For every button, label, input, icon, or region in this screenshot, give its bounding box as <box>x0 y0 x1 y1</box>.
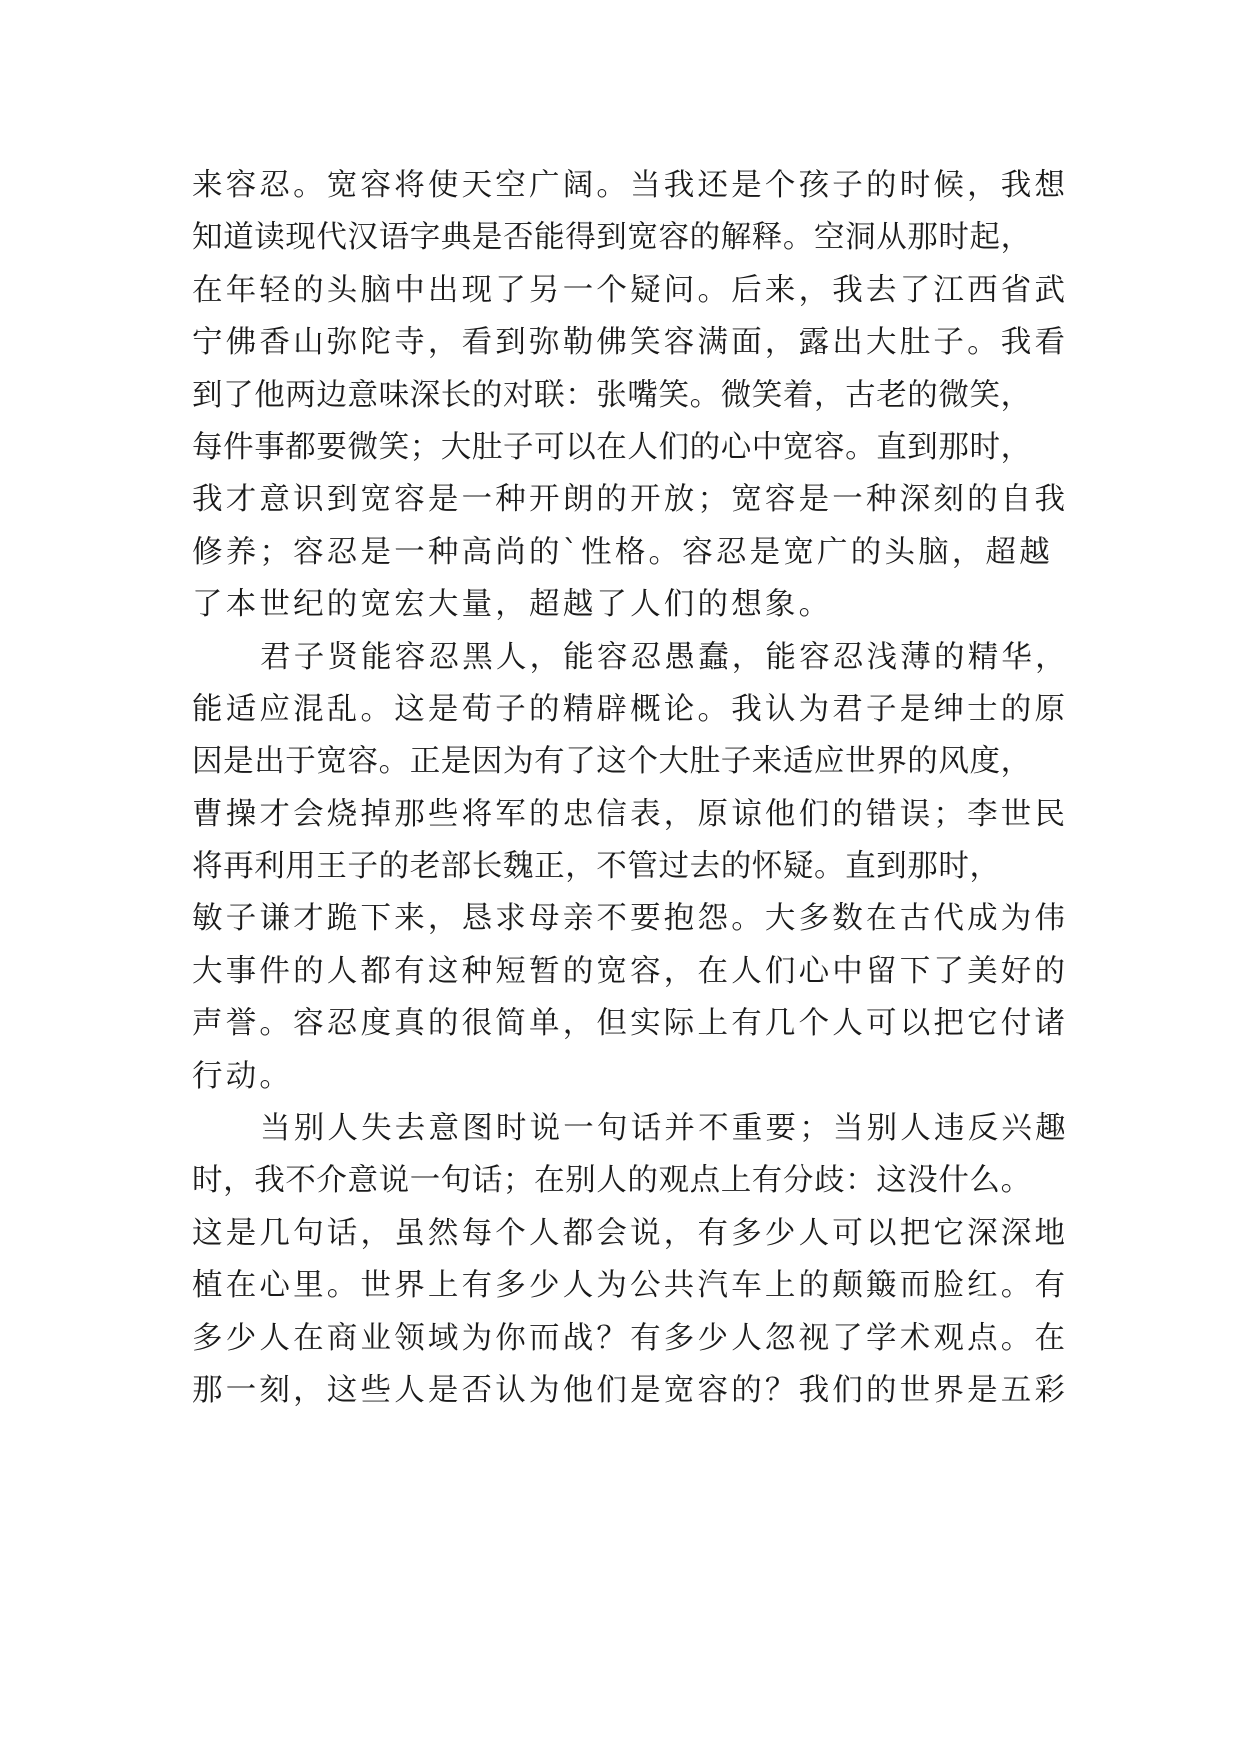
text-line: 在年轻的头脑中出现了另一个疑问。后来，我去了江西省武 <box>192 272 1069 308</box>
text-line: 因是出于宽容。正是因为有了这个大肚子来适应世界的风度， <box>192 744 1032 780</box>
text-line: 将再利用王子的老部长魏正，不管过去的怀疑。直到那时， <box>192 849 1001 885</box>
text-line: 行动。 <box>192 1058 294 1094</box>
text-line: 多少人在商业领域为你而战？有多少人忽视了学术观点。在 <box>192 1320 1069 1356</box>
paragraph-first-line: 当别人失去意图时说一句话并不重要；当别人违反兴趣 <box>260 1111 1069 1147</box>
text-line: 到了他两边意味深长的对联：张嘴笑。微笑着，古老的微笑， <box>192 377 1032 413</box>
text-line: 那一刻，这些人是否认为他们是宽容的？我们的世界是五彩 <box>192 1372 1069 1408</box>
text-line: 了本世纪的宽宏大量，超越了人们的想象。 <box>192 587 833 623</box>
text-line: 植在心里。世界上有多少人为公共汽车上的颠簸而脸红。有 <box>192 1268 1069 1304</box>
text-line: 我才意识到宽容是一种开朗的开放；宽容是一种深刻的自我 <box>192 482 1069 518</box>
text-line: 声誉。容忍度真的很简单，但实际上有几个人可以把它付诸 <box>192 1006 1069 1042</box>
text-line: 敏子谦才跪下来，恳求母亲不要抱怨。大多数在古代成为伟 <box>192 901 1069 937</box>
text-line: 修养；容忍是一种高尚的`性格。容忍是宽广的头脑，超越 <box>192 534 1053 570</box>
text-line: 每件事都要微笑；大肚子可以在人们的心中宽容。直到那时， <box>192 429 1032 465</box>
text-line: 这是几句话，虽然每个人都会说，有多少人可以把它深深地 <box>192 1215 1069 1251</box>
document-body <box>192 160 1072 1417</box>
text-line: 能适应混乱。这是荀子的精辟概论。我认为君子是绅士的原 <box>192 691 1069 727</box>
text-line: 时，我不介意说一句话；在别人的观点上有分歧：这没什么。 <box>192 1163 1032 1199</box>
text-line: 知道读现代汉语字典是否能得到宽容的解释。空洞从那时起， <box>192 220 1032 256</box>
text-line: 大事件的人都有这种短暂的宽容，在人们心中留下了美好的 <box>192 953 1069 989</box>
text-line: 曹操才会烧掉那些将军的忠信表，原谅他们的错误；李世民 <box>192 796 1069 832</box>
paragraph-first-line: 君子贤能容忍黑人，能容忍愚蠢，能容忍浅薄的精华， <box>260 639 1069 675</box>
text-line: 宁佛香山弥陀寺，看到弥勒佛笑容满面，露出大肚子。我看 <box>192 325 1069 361</box>
text-line: 来容忍。宽容将使天空广阔。当我还是个孩子的时候，我想 <box>192 168 1069 203</box>
